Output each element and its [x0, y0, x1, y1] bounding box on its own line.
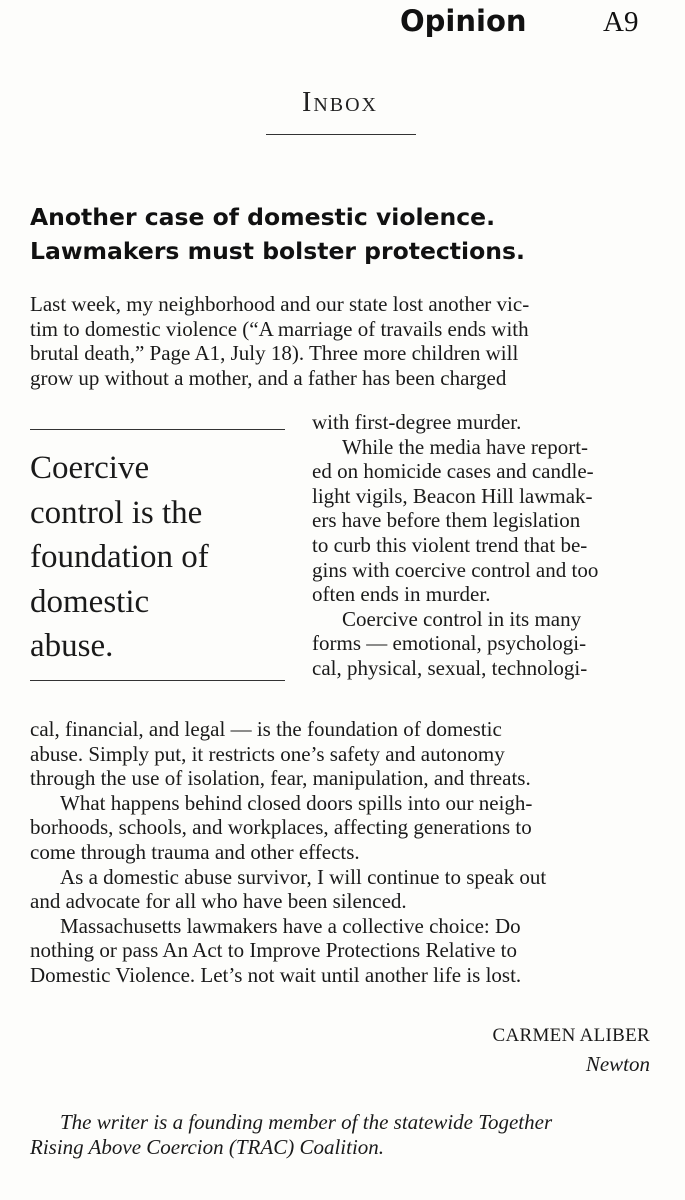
body-line: through the use of isolation, fear, manipulation, and threats. [30, 766, 531, 791]
pull-quote-line: Coercive [30, 450, 150, 486]
body-line: As a domestic abuse survivor, I will continue to speak out [60, 864, 547, 889]
section-title: Opinion [400, 4, 527, 38]
body-right-column [312, 410, 598, 681]
body-line: grow up without a mother, and a father has been charged [30, 365, 507, 390]
body-line: light vigils, Beacon Hill lawmak- [312, 483, 593, 508]
page-number: A9 [603, 6, 639, 38]
body-top [30, 292, 529, 390]
pull-quote-line: control is the [30, 494, 203, 531]
author-location: Newton [585, 1052, 650, 1076]
headline-line-2: Lawmakers must bolster protections. [30, 237, 525, 265]
body-bottom [30, 717, 546, 988]
author-name: CARMEN ALIBER [492, 1025, 650, 1046]
body-line: brutal death,” Page A1, July 18). Three more children will [30, 341, 519, 366]
pull-quote-top-rule [30, 429, 285, 430]
footnote-line: The writer is a founding member of the statewide Together [60, 1110, 553, 1134]
pull-quote [30, 446, 290, 669]
body-line: and advocate for all who have been silenced. [30, 889, 407, 914]
body-line: cal, financial, and legal — is the foundation of domestic [30, 717, 502, 741]
pull-quote-line: domestic [30, 583, 150, 620]
author-footnote [30, 1110, 670, 1160]
column-name: Inbox [302, 87, 378, 118]
body-line: ed on homicide cases and candle- [312, 459, 594, 484]
pull-quote-bottom-rule [30, 680, 285, 681]
footnote-line: Rising Above Coercion (TRAC) Coalition. [30, 1135, 385, 1159]
body-line: borhoods, schools, and workplaces, affecting generations to [30, 815, 532, 840]
column-name-rule [266, 134, 416, 135]
body-line: Last week, my neighborhood and our state lost another vic- [30, 292, 530, 316]
letter-headline [30, 200, 680, 268]
body-line: abuse. Simply put, it restricts one’s safety and autonomy [30, 741, 505, 766]
body-line: gins with coercive control and too [312, 557, 599, 582]
body-line: come through trauma and other effects. [30, 839, 360, 864]
body-line: to curb this violent trend that be- [312, 532, 588, 557]
body-line: Domestic Violence. Let’s not wait until another life is lost. [30, 962, 522, 987]
body-line: Coercive control in its many [342, 606, 582, 631]
body-line: with first-degree murder. [312, 410, 522, 434]
pull-quote-line: foundation of [30, 539, 209, 575]
body-line: nothing or pass An Act to Improve Protections Relative to [30, 938, 518, 963]
body-line: ers have before them legislation [312, 508, 581, 533]
body-line: forms — emotional, psychologi- [312, 631, 587, 656]
headline-line-1: Another case of domestic violence. [30, 203, 495, 231]
body-line: tim to domestic violence (“A marriage of travails ends with [30, 316, 529, 341]
pull-quote-line: abuse. [30, 628, 114, 664]
body-line: Massachusetts lawmakers have a collective choice: Do [60, 913, 521, 938]
body-line: often ends in murder. [312, 582, 491, 607]
body-line: What happens behind closed doors spills into our neigh- [60, 790, 533, 815]
body-line: While the media have report- [342, 434, 589, 459]
body-line: cal, physical, sexual, technologi- [312, 655, 588, 680]
